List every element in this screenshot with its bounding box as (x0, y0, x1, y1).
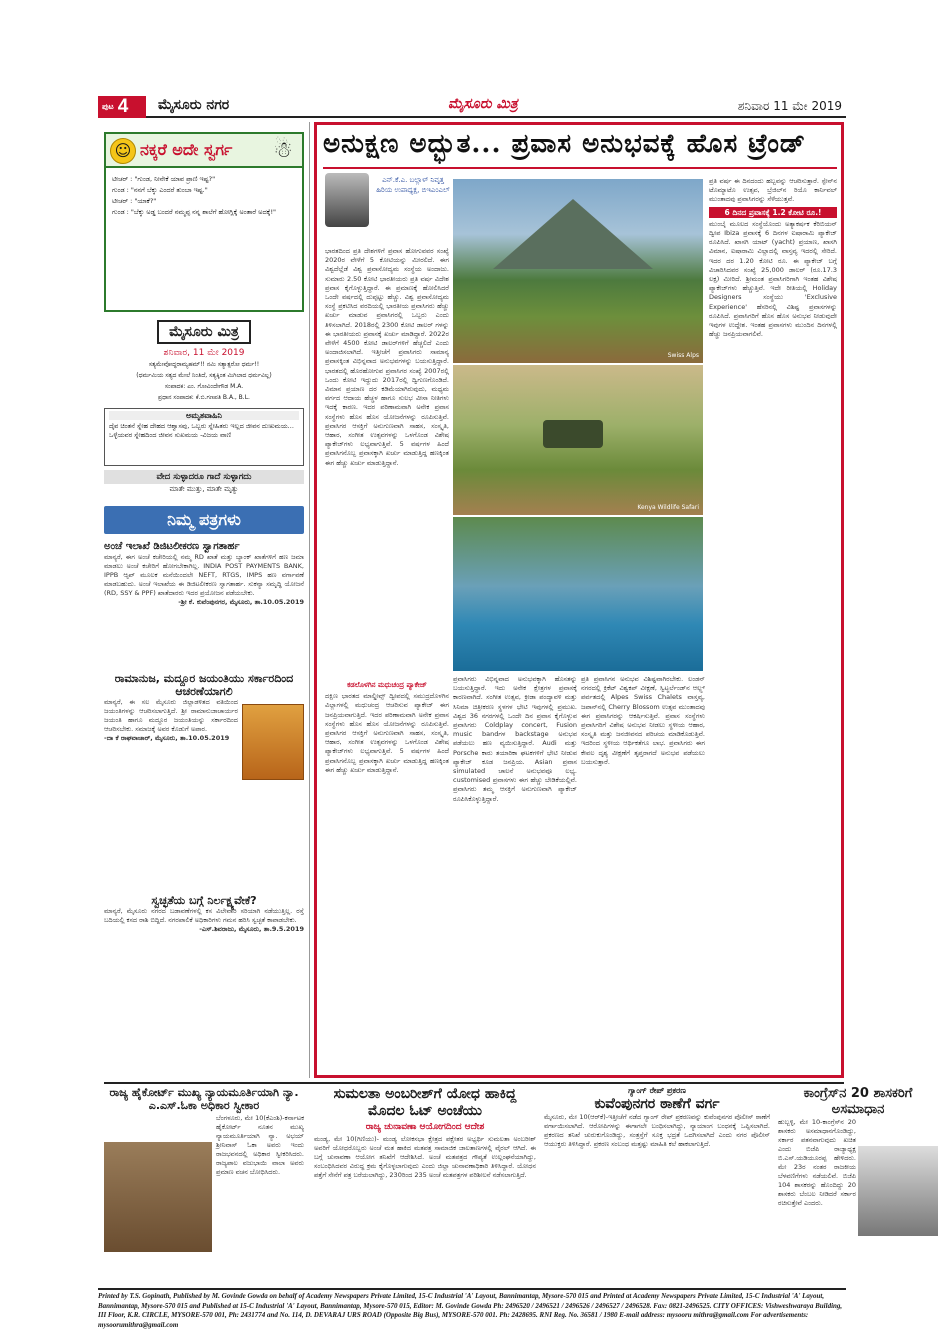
feature-headline: ಅನುಕ್ಷಣ ಅದ್ಭುತ... ಪ್ರವಾಸ ಅನುಭವಕ್ಕೆ ಹೊಸ ಟ್ರೆಂಡ್ (323, 129, 806, 159)
amritavahini-box (104, 408, 304, 466)
politician-photo (858, 1146, 938, 1236)
joke-line: ಗುಂಡ : "ನನಗೆ ಬೆಕ್ಕು ಎಂದರೆ ತುಂಬಾ ಇಷ್ಟ." (112, 186, 208, 194)
feature-column-3 (581, 675, 705, 1071)
safari-photo (453, 365, 703, 515)
author-photo (325, 173, 369, 227)
story-headline: ರಾಜ್ಯ ಹೈಕೋರ್ಟ್ ಮುಖ್ಯ ನ್ಯಾಯಮೂರ್ತಿಯಾಗಿ ನ್ಯಾ. ಎ.ಎಸ್.ಓಕಾ ಅಧಿಕಾರ ಸ್ವೀಕಾರ (109, 1086, 299, 1112)
swearing-in-photo (104, 1142, 212, 1252)
joke-box-title: ನಕ್ಕರೆ ಅದೇ ಸ್ವರ್ಗ (140, 140, 233, 159)
story-kicker: ರಾಜ್ಯ ಚುನಾವಣಾ ಆಯೋಗದಿಂದ ಆದೇಶ (365, 1122, 485, 1132)
photo-caption: Kenya Wildlife Safari (637, 504, 699, 511)
feature-story (314, 122, 844, 1078)
imprint-line: ಸತ್ಯಮೇವೋದ್ಧರಾಮ್ಯಹಮ್!! ನಮಿ ಸತ್ಯಾತ್ಪರೋ ಧರ್ಮ!! (148, 361, 260, 368)
letter-article (104, 540, 304, 607)
page-number: 4 (117, 96, 129, 117)
feature-text: ಪ್ರತಿ ವರ್ಷ ಈ ದಿನದಂದು ಹಬ್ಬವನ್ನು ಆಚರಿಸುತ್ತಾರೆ. ಸ್ಪೇನ್‌ನ ಟೊಮ್ಯಾಟೊ ಉತ್ಸವ, ಬ್ರೆಜಿಲ್‌ನ ರಿಯೊ ಕಾರ್ನಿವಲ್ ಮುಂತಾದವು ಪ್ರವಾಸಿಗರನ್ನು ಸೆಳೆಯುತ್ತವೆ. (709, 177, 837, 204)
letter-body: ಮಾನ್ಯರೆ, ಈಗ ಅಂಚೆ ಕಚೇರಿಯಲ್ಲಿ ನಮ್ಮ RD ಖಾತೆ ಮತ್ತು ಬ್ಯಾಂಕ್ ಖಾತೆಗಳಿಗೆ ಹಣ ಜಮಾ ಮಾಡಲು ಅಂಚೆ ಕಚೇರಿಗೆ ಹೋಗಬೇಕಾಗಿಲ್ಲ. INDIA POST PAYMENTS BANK, IPPB ಆ್ಯಪ್ ಮೂಲಕ ಮನೆಯಿಂದಲೇ NEFT, RTGS, IMPS ಹಣ ವರ್ಗಾವಣೆ ಮಾಡಬಹುದು. ಅಂಚೆ ಇಲಾಖೆಯ ಈ ಡಿಜಿಟಲೀಕರಣ ಸ್ವಾಗತಾರ್ಹ. ಸುಕನ್ಯಾ ಸಮೃದ್ಧಿ ಯೋಜನೆ (RD, SSY & PPF) ಖಾತೆದಾರರು ಇದರ ಪ್ರಯೋಜನ ಪಡೆಯಬೇಕು. (104, 553, 304, 597)
story-headline: ಸುಮಲತಾ ಅಂಬರೀಶ್‌ಗೆ ಯೋಧ ಹಾಕಿದ್ದ ಮೊದಲ ಓಟ್ ಅಂಚೆಯು (333, 1086, 517, 1119)
feature-column-4 (709, 177, 837, 1071)
letter-signoff: -ಎಸ್.ಶಿವರಾಜು, ಮೈಸೂರು, ತಾ.9.5.2019 (199, 925, 304, 933)
letter-headline: ಅಂಚೆ ಇಲಾಖೆ ಡಿಜಿಟಲೀಕರಣ ಸ್ವಾಗತಾರ್ಹ (104, 541, 240, 552)
story-headline: ಕುವೆಂಪುನಗರ ಠಾಣೆಗೆ ವರ್ಗ (594, 1096, 720, 1112)
letter-signoff: -ದಾ ಕೆ ರಾಘವಾಚಾರ್, ಮೈಸೂರು, ತಾ.10.05.2019 (104, 734, 230, 742)
story-kicker: ಗ್ಯಾಂಗ್ ರೇಪ್ ಪ್ರಕರಣ (628, 1086, 686, 1095)
newspaper-page (98, 96, 913, 1288)
imprint-date: ಶನಿವಾರ, 11 ಮೇ 2019 (163, 348, 245, 358)
photo-caption: Swiss Alps (667, 352, 699, 359)
letters-title: ನಿಮ್ಮ ಪತ್ರಗಳು (104, 506, 304, 534)
feature-subhead: ಕಡಲೊಳಗಿನ ಮಧುಚಂದ್ರ ಪ್ಯಾಕೇಜ್ (347, 681, 427, 689)
deity-photo (242, 704, 304, 780)
news-story (544, 1086, 770, 1149)
cartoon-figure-icon: ☃ (273, 138, 293, 163)
joke-box-header (106, 134, 302, 168)
safari-jeep-shape (543, 420, 603, 448)
feature-text: ಇದರ ಪರಿಣಾಮವಾಗಿ ಅನೇಕ ಪ್ರವಾಸ ಸಂಸ್ಥೆಗಳು ಹೊಸ ಹೊಸ ಯೋಜನೆಗಳನ್ನು ರೂಪಿಸುತ್ತಿವೆ. ಪ್ರವಾಸಿಗರ ಆಸಕ್ತಿಗೆ ಅನುಗುಣವಾಗಿ ಸಾಹಸ, ಸಂಸ್ಕೃತಿ, ಆಹಾರ, ಸಂಗೀತ ಉತ್ಸವಗಳನ್ನು ಒಳಗೊಂಡ ವಿಶೇಷ ಪ್ಯಾಕೇಜ್‌ಗಳು ಲಭ್ಯವಾಗುತ್ತಿವೆ. 5 ವರ್ಷಗಳ ಹಿಂದೆ ಪ್ರವಾಸಿಗನೊಬ್ಬ ಪ್ರವಾಸಕ್ಕಾಗಿ ಖರ್ಚು ಮಾಡುತ್ತಿದ್ದ ಹಣಕ್ಕಿಂತ ಈಗ ಹೆಚ್ಚು ಖರ್ಚು ಮಾಡುತ್ತಿದ್ದಾನೆ. (325, 710, 449, 774)
feature-text: ದಕ್ಷಿಣ ಭಾರತದ ಮಾಲ್ಡೀವ್ಸ್‌ ದ್ವೀಪದಲ್ಲಿ ಸಮುದ್ರದೊಳಗಿನ ವಿಲ್ಲಾಗಳಲ್ಲಿ ಮಧುಚಂದ್ರ ಆಚರಿಸುವ ಪ್ಯಾಕೇಜ್ ಈಗ ಜನಪ್ರಿಯವಾಗುತ್ತಿದೆ. (325, 692, 449, 719)
page-header (98, 96, 846, 118)
story-headline: ಕಾಂಗ್ರೆಸ್‌ನ 20 ಶಾಸಕರಿಗೆ ಅಸಮಾಧಾನ (803, 1086, 913, 1117)
page-label: ಪುಟ (102, 102, 114, 111)
feature-text: ಇದೇ ರೀತಿಯಲ್ಲಿ Holiday Designers ಸಂಸ್ಥೆಯು 'Exclusive Experience' ಹೆಸರಿನಲ್ಲಿ ವಿಶಿಷ್ಟ ಪ್ರವಾಸಗಳನ್ನು ರೂಪಿಸಿದೆ. ಪ್ರವಾಸಿಗರಿಗೆ ಹೊಸ ಹೊಸ ಅನುಭವ ನೀಡುವುದೇ ಇವುಗಳ ಉದ್ದೇಶ. ಇಂತಹ ಪ್ರವಾಸಗಳು ಮುಂದಿನ ದಿನಗಳಲ್ಲಿ ಹೆಚ್ಚು ಜನಪ್ರಿಯವಾಗಲಿವೆ. (709, 284, 837, 339)
bottom-rule (104, 1082, 844, 1084)
letter-article (104, 894, 304, 934)
section-title: ಮೈಸೂರು ನಗರ (158, 97, 230, 113)
story-body: ಮಂಡ್ಯ, ಮೇ 10(ಗಿಣಿಯು)- ಮಂಡ್ಯ ಲೋಕಸಭಾ ಕ್ಷೇತ್ರದ ಪಕ್ಷೇತರ ಅಭ್ಯರ್ಥಿ ಸುಮಲತಾ ಅಂಬರೀಶ್ ಅವರಿಗೆ ಯೋಧರೊಬ್ಬರು ಅಂಚೆ ಮತ ಹಾಕಿದ ಮತಪತ್ರ ಸಾಮಾಜಿಕ ಜಾಲತಾಣಗಳಲ್ಲಿ ವೈರಲ್ ಆಗಿದೆ. ಈ ಬಗ್ಗೆ ಚುನಾವಣಾ ಆಯೋಗ ತನಿಖೆಗೆ ಆದೇಶಿಸಿದೆ. ಅಂಚೆ ಮತಪತ್ರದ ಗೌಪ್ಯತೆ ಉಲ್ಲಂಘನೆಯಾಗಿದ್ದು, ಸಂಬಂಧಿಸಿದವರ ವಿರುದ್ಧ ಕ್ರಮ ಕೈಗೊಳ್ಳಲಾಗುವುದು ಎಂದು ಜಿಲ್ಲಾ ಚುನಾವಣಾಧಿಕಾರಿ ತಿಳಿಸಿದ್ದಾರೆ. ಯೋಧನ ಪತ್ತೆಗೆ ಸೇನೆಗೆ ಪತ್ರ ಬರೆಯಲಾಗಿದ್ದು, 230ರಿಂದ 235 ಅಂಚೆ ಮತಪತ್ರಗಳ ಪರಿಶೀಲನೆ ನಡೆಸಲಾಗುತ್ತಿದೆ. (314, 1135, 536, 1179)
proverb-box (104, 470, 304, 500)
story-body: ಬೆಂಗಳೂರು, ಮೇ 10(ಕೆಎಂಶಿ)-ಕರ್ನಾಟಕ ಹೈಕೋರ್ಟ್ ನೂತನ ಮುಖ್ಯ ನ್ಯಾಯಮೂರ್ತಿಯಾಗಿ ನ್ಯಾ. ಅಭಯ್ ಶ್ರೀನಿವಾಸ್ ಓಕಾ ಅವರು ಇಂದು ರಾಜಭವನದಲ್ಲಿ ಅಧಿಕಾರ ಸ್ವೀಕರಿಸಿದರು. ರಾಜ್ಯಪಾಲ ವಜುಭಾಯಿ ವಾಲಾ ಅವರು ಪ್ರಮಾಣ ವಚನ ಬೋಧಿಸಿದರು. (216, 1114, 304, 1176)
letter-article (104, 672, 304, 743)
alps-photo (453, 179, 703, 363)
feature-text: ಭಾರತದಿಂದ ಪ್ರತಿ ದೇಶಗಳಿಗೆ ಪ್ರವಾಸ ಹೋಗುವವರ ಸಂಖ್ಯೆ 2020ರ ವೇಳೆಗೆ 5 ಕೋಟಿಯನ್ನು ಮೀರಲಿದೆ. ಈಗ ವಿಶ್ವದೆಲ್ಲೆಡೆ ವಿಶ್ವ ಪ್ರವಾಸೋದ್ಯಮ ಸಂಸ್ಥೆಯ ಅಂದಾಜು. ಸುಮಾರು 2.50 ಕೋಟಿ ಭಾರತೀಯರು ಪ್ರತಿ ವರ್ಷ ವಿದೇಶ ಪ್ರವಾಸ ಕೈಗೊಳ್ಳುತ್ತಿದ್ದಾರೆ. ಈ ಪ್ರಮಾಣಕ್ಕೆ ಹೋಲಿಸಿದರೆ ಒಂದೇ ವರ್ಷದಲ್ಲಿ ದುಪ್ಪಟ್ಟು ಹೆಚ್ಚು. ವಿಶ್ವ ಪ್ರವಾಸೋದ್ಯಮ ಸಂಸ್ಥೆ ಪ್ರಕಟಿಸಿದ ವರದಿಯಲ್ಲಿ ಭಾರತೀಯ ಪ್ರವಾಸಿಗರು ಹೆಚ್ಚು ಖರ್ಚು ಮಾಡುವ ಪ್ರವಾಸಿಗರಲ್ಲಿ ಒಬ್ಬರು ಎಂದು ತಿಳಿಸಲಾಗಿದೆ. 2018ರಲ್ಲಿ 2300 ಕೋಟಿ ಡಾಲರ್ ಗಳನ್ನು ಈ ಭಾರತೀಯರು ಪ್ರವಾಸಕ್ಕೆ ಖರ್ಚು ಮಾಡಿದ್ದಾರೆ. 2022ರ ವೇಳೆಗೆ 4500 ಕೋಟಿ ಡಾಲರ್‌ಗಳಿಗೆ ಹೆಚ್ಚಲಿದೆ ಎಂದು ಅಂದಾಜಿಸಲಾಗಿದೆ. ಇತ್ತೀಚೆಗೆ ಪ್ರವಾಸಿಗರು ಸಾಮಾನ್ಯ ಪ್ರವಾಸಕ್ಕಿಂತ ವಿಭಿನ್ನವಾದ ಅನುಭವಗಳನ್ನು ಬಯಸುತ್ತಿದ್ದಾರೆ. ಭಾರತದಲ್ಲಿ ಹೊರಹೋಗುವ ಪ್ರವಾಸಿಗರ ಸಂಖ್ಯೆ 2007ರಲ್ಲಿ ಒಂದು ಕೋಟಿ ಇದ್ದುದು 2017ರಲ್ಲಿ ದ್ವಿಗುಣಗೊಂಡಿದೆ. ವಿಮಾನ ಪ್ರಯಾಣ ದರ ಕಡಿಮೆಯಾಗಿರುವುದು, ಮಧ್ಯಮ ವರ್ಗದ ಆದಾಯ ಹೆಚ್ಚಳ ಹಾಗೂ ಸುಲಭ ವೀಸಾ ನೀತಿಗಳು ಇದಕ್ಕೆ ಕಾರಣ. (325, 247, 449, 412)
printer-imprint-footer: Printed by T.S. Gopinath, Published by M. Govinde Gowda on behalf of Academy Newspapers Private Limited, 15-C Industrial 'A' Layout, Bannimantap, Mysore-570 015 and Printed at Academy Newspapers Private Limited, 15-C Industrial 'A' Layout, Bannimantap, Mysore-570 015 and Published at 15-C Industrial 'A' Layout, Bannimantap, Mysore-570 015, Editor: M. Govinde Gowda Ph: 2496520 / 2496521 / 2496526 / 2496527 / 2496528. Fax: 0821-2496525. CITY OFFICES: Vishweshwaraya Building, III Floor, K.R. CIRCLE, MYSORE-570 001, Ph: 2431774 and No. 114, D. DEVARAJ URS ROAD (Opposite Big Bus), MYSORE-570 001. Ph: 2428695. RNI Reg. No. 36581 / 1980 E-mail address: mysooru mithra@gmail.com For advertisements: mysoorumithra@gmail.com (98, 1288, 846, 1326)
story-body: ಹುಬ್ಬಳ್ಳಿ, ಮೇ 10-ಕಾಂಗ್ರೆಸ್‌ನ 20 ಶಾಸಕರು ಅಸಮಾಧಾನಗೊಂಡಿದ್ದು, ಸರ್ಕಾರ ಪತನವಾಗುವುದು ಖಚಿತ ಎಂದು ಬಿಜೆಪಿ ರಾಜ್ಯಾಧ್ಯಕ್ಷ ಬಿ.ಎಸ್.ಯಡಿಯೂರಪ್ಪ ಹೇಳಿದರು. ಮೇ 23ರ ನಂತರ ರಾಜಕೀಯ ಬೆಳವಣಿಗೆಗಳು ನಡೆಯಲಿವೆ. ಬಿಜೆಪಿ 104 ಶಾಸಕರನ್ನು ಹೊಂದಿದ್ದು 20 ಶಾಸಕರು ಬೆಂಬಲ ನೀಡಿದರೆ ಸರ್ಕಾರ ರಚಿಸುತ್ತೇವೆ ಎಂದರು. (778, 1118, 856, 1207)
feature-text: ಪ್ರವಾಸಿಗರು ವಿಭಿನ್ನವಾದ ಅನುಭವಕ್ಕಾಗಿ ಹೊಸತನ್ನು ಬಯಸುತ್ತಿದ್ದಾರೆ. ಇದು ಅನೇಕ ಕ್ಷೇತ್ರಗಳ ಪ್ರವಾಸಕ್ಕೆ ಕಾರಣವಾಗಿದೆ. ಸಂಗೀತ ಉತ್ಸವ, ಕ್ರೀಡಾ ಪಂದ್ಯಾವಳಿ ಮತ್ತು ಸಿನಿಮಾ ಚಿತ್ರೀಕರಣ ಸ್ಥಳಗಳ ಭೇಟಿ ಇವುಗಳಲ್ಲಿ ಪ್ರಮುಖ. ವಿಶ್ವದ 36 ನಗರಗಳಲ್ಲಿ ಒಂದೇ ದಿನ ಪ್ರವಾಸ ಕೈಗೊಳ್ಳುವ ಪ್ರವಾಸಿಗರು Coldplay concert, Fusion music bandಗಳ backstage ಅನುಭವ ಪಡೆಯಲು ಹಣ ವ್ಯಯಿಸುತ್ತಿದ್ದಾರೆ. Audi ಮತ್ತು Porsche ಕಾರು ತಯಾರಿಕಾ ಘಟಕಗಳಿಗೆ ಭೇಟಿ ನೀಡುವ ಪ್ಯಾಕೇಜ್ ಕೂಡ ಜನಪ್ರಿಯ. Asian ಪ್ರವಾಸ simulated ಚಾಲನೆ ಅನುಭವವೂ ಲಭ್ಯ. customised ಪ್ರವಾಸಗಳು ಈಗ ಹೆಚ್ಚು ಬೇಡಿಕೆಯಲ್ಲಿವೆ. ಪ್ರವಾಸಿಗರು ತಮ್ಮ ಆಸಕ್ತಿಗೆ ಅನುಗುಣವಾಗಿ ಪ್ಯಾಕೇಜ್ ರೂಪಿಸಿಕೊಳ್ಳುತ್ತಿದ್ದಾರೆ. (453, 675, 577, 803)
feature-column-1b (325, 679, 449, 1069)
amritavahini-title: ಅಮೃತವಾಹಿನಿ (109, 411, 299, 420)
proverb-title: ವೇದ ಸುಳ್ಳಾದರೂ ಗಾದೆ ಸುಳ್ಳಾಗದು (104, 470, 304, 484)
letter-headline: ಸ್ವಚ್ಛತೆಯ ಬಗ್ಗೆ ನಿರ್ಲಕ್ಷ್ಯವೇಕೆ? (151, 894, 257, 907)
news-story (104, 1086, 304, 1176)
headline-rule (323, 167, 837, 169)
feature-column-2 (453, 675, 577, 1071)
masthead: ಮೈಸೂರು ಮಿತ್ರ (448, 96, 518, 112)
feature-text: ಮುಂಬೈ ಮೂಲದ ಸಂಸ್ಥೆಯೊಂದು ಅತ್ಯಾಕರ್ಷಕ ಕೆರಿಬಿಯನ್ ದ್ವೀಪ Ibiza ಪ್ರವಾಸಕ್ಕೆ 6 ದಿನಗಳ ಐಷಾರಾಮಿ ಪ್ಯಾಕೇಜ್ ರೂಪಿಸಿದೆ. ಖಾಸಗಿ ಯಾಟ್ (yacht) ಪ್ರಯಾಣ, ಖಾಸಗಿ ವಿಮಾನ, ಐಷಾರಾಮಿ ವಿಲ್ಲಾದಲ್ಲಿ ವಾಸ್ತವ್ಯ ಇದರಲ್ಲಿ ಸೇರಿದೆ. ಇದರ ದರ 1.20 ಕೋಟಿ ರೂ. ಈ ಪ್ಯಾಕೇಜ್ ಬಗ್ಗೆ ವಿಚಾರಿಸಿದವರ ಸಂಖ್ಯೆ 25,000 ಡಾಲರ್ (ರೂ.17.3 ಲಕ್ಷ) ಮೀರಿದೆ. ಶ್ರೀಮಂತ ಪ್ರವಾಸಿಗರಿಗಾಗಿ ಇಂತಹ ವಿಶೇಷ ಪ್ಯಾಕೇಜ್‌ಗಳು ಹೆಚ್ಚುತ್ತಿವೆ. (709, 219, 837, 293)
joke-line: ಗುಂಡ : "ಬೆಕ್ಕು ಅಡ್ಡ ಬಂದರೆ ನಮ್ಮಪ್ಪ ನನ್ನ ಶಾಲೆಗೆ ಹೋಗ್ಲಿಕ್ಕೆ ಅಂತಾರೆ ಅದಕ್ಕೆ!" (112, 208, 277, 216)
joke-box (104, 132, 304, 312)
joke-line: ಟೀಚರ್ : "ಯಾಕೆ?" (112, 197, 157, 205)
feature-text: ಇದರ ಪರಿಣಾಮವಾಗಿ ಅನೇಕ ಪ್ರವಾಸ ಸಂಸ್ಥೆಗಳು ಹೊಸ ಹೊಸ ಯೋಜನೆಗಳನ್ನು ರೂಪಿಸುತ್ತಿವೆ. ಪ್ರವಾಸಿಗರ ಆಸಕ್ತಿಗೆ ಅನುಗುಣವಾಗಿ ಸಾಹಸ, ಸಂಸ್ಕೃತಿ, ಆಹಾರ, ಸಂಗೀತ ಉತ್ಸವಗಳನ್ನು ಒಳಗೊಂಡ ವಿಶೇಷ ಪ್ಯಾಕೇಜ್‌ಗಳು ಲಭ್ಯವಾಗುತ್ತಿವೆ. 5 ವರ್ಷಗಳ ಹಿಂದೆ ಪ್ರವಾಸಿಗನೊಬ್ಬ ಪ್ರವಾಸಕ್ಕಾಗಿ ಖರ್ಚು ಮಾಡುತ್ತಿದ್ದ ಹಣಕ್ಕಿಂತ ಈಗ ಹೆಚ್ಚು ಖರ್ಚು ಮಾಡುತ್ತಿದ್ದಾನೆ. (325, 403, 449, 467)
letter-headline: ರಾಮಾನುಜ, ಮದ್ದೂರ ಜಯಂತಿಯು ಸರ್ಕಾರದಿಂದ ಆಚರಣೆಯಾಗಲಿ (114, 672, 294, 698)
author-name: ಎನ್.ಕೆ.ಎ. ಬಲ್ಲಾಳ್ ನಿವೃತ್ತ ಹಿರಿಯ ಉಪಾಧ್ಯಕ್ಷ, ಬಿಇಎಂಎಲ್ (376, 176, 450, 194)
story-body: ಮೈಸೂರು, ಮೇ 10(ಆರ್‌ಕೆ)-ಇತ್ತೀಚೆಗೆ ನಡೆದ ಗ್ಯಾಂಗ್ ರೇಪ್ ಪ್ರಕರಣವನ್ನು ಕುವೆಂಪುನಗರ ಪೊಲೀಸ್ ಠಾಣೆಗೆ ವರ್ಗಾಯಿಸಲಾಗಿದೆ. ಆರೋಪಿಗಳನ್ನು ಈಗಾಗಲೇ ಬಂಧಿಸಲಾಗಿದ್ದು, ನ್ಯಾಯಾಂಗ ಬಂಧನಕ್ಕೆ ಒಪ್ಪಿಸಲಾಗಿದೆ. ಪ್ರಕರಣದ ತನಿಖೆ ಚುರುಕುಗೊಂಡಿದ್ದು, ಸಂತ್ರಸ್ತೆಗೆ ಸೂಕ್ತ ಭದ್ರತೆ ಒದಗಿಸಲಾಗಿದೆ ಎಂದು ನಗರ ಪೊಲೀಸ್ ಆಯುಕ್ತರು ತಿಳಿಸಿದ್ದಾರೆ. ಪ್ರಕರಣ ಸಂಬಂಧ ಮತ್ತಷ್ಟು ಮಾಹಿತಿ ಕಲೆ ಹಾಕಲಾಗುತ್ತಿದೆ. (544, 1113, 770, 1148)
column-rule (309, 122, 310, 1078)
feature-column-1 (325, 247, 449, 677)
joke-line: ಟೀಚರ್ : "ಗುಂಡ, ನೀನೇಕೆ ಯಾವ ಪ್ರಾಣಿ ಇಷ್ಟ?" (112, 175, 216, 183)
news-story (778, 1086, 938, 1208)
amritavahini-text: ದೈವ ಚಿಂತನೆ ಸ್ನೇಹ ದೇಹದ ಆಶ್ವಾಸವು, ಒಬ್ಬರು ಸ್ನೇಹಿತರು ಇಲ್ಲದ ಜೀವನ ದುಃಖಮಯ... ಒಳ್ಳೆಯವರ ಸ್ನೇಹದಿಂದ ಜೀವನ ಸುಖಮಯ -ವಿಜಯ ವಾಣಿ (109, 422, 294, 439)
imprint-line: (ಧರ್ಮಮಿಯ ಸತ್ಯದ ಮೇಲೆ ನಿಂತಿದೆ, ಸತ್ಯಕ್ಕಿಂತ ಮಿಗಿಲಾದ ಧರ್ಮವಿಲ್ಲ) (136, 372, 272, 379)
imprint-line: ಸಂಪಾದಕ: ಎಂ. ಗೋವಿಂದೇಗೌಡ M.A. (164, 383, 244, 390)
proverb-text: ಮಾತೇ ಮುತ್ತು, ಮಾತೇ ಮೃತ್ಯು (169, 485, 239, 493)
issue-date: ಶನಿವಾರ 11 ಮೇ 2019 (737, 99, 842, 113)
letter-signoff: -ಶ್ರೀ ಕೆ. ಕುವೆಂಪುನಗರ, ಮೈಸೂರು, ತಾ.10.05.2019 (178, 598, 304, 606)
mountain-shape (493, 199, 653, 269)
page-number-badge (98, 96, 146, 118)
harbor-photo (453, 517, 703, 671)
letter-body: ಮಾನ್ಯರೆ, ಈ ಸಲ ಮೈಸೂರು ಜಿಲ್ಲಾಡಳಿತದ ವತಿಯಿಂದ ಜಯಂತಿಗಳನ್ನು ಆಚರಿಸಲಾಗುತ್ತಿದೆ. ಶ್ರೀ ರಾಮಾನುಜಾಚಾರ್ಯರ ಜಯಂತಿ ಹಾಗೂ ಮದ್ದೂರ ಜಯಂತಿಯನ್ನು ಸರ್ಕಾರದಿಂದ ಆಚರಿಸಬೇಕು. ಸಮಾಜಕ್ಕೆ ಅವರ ಕೊಡುಗೆ ಅಪಾರ. (104, 698, 238, 733)
author-byline (325, 173, 455, 243)
news-story (314, 1086, 536, 1180)
imprint-line: ಪ್ರಧಾನ ಸಂಪಾದಕ: ಕೆ.ಬಿ.ಗಣಪತಿ B.A., B.L. (158, 394, 250, 401)
laughing-face-icon: ☺ (110, 138, 136, 164)
joke-lines (112, 174, 298, 218)
mitra-logo: ಮೈಸೂರು ಮಿತ್ರ (157, 320, 251, 344)
feature-text: ಪ್ರತಿ ಪ್ರವಾಸಿಗನ ಅನುಭವ ವಿಶಿಷ್ಟವಾಗಿರಬೇಕು. ಲಂಡನ್ ನಗರದಲ್ಲಿ ಕ್ರಿಕೆಟ್ ವಿಶ್ವಕಪ್ ವೀಕ್ಷಣೆ, ಸ್ವಿಟ್ಜರ್ಲೆಂಡ್‌ನ ಆಲ್ಪ್ಸ್ ಪರ್ವತದಲ್ಲಿ Alpes Swiss Chalets ವಾಸ್ತವ್ಯ, ಜಪಾನ್‌ನಲ್ಲಿ Cherry Blossom ಉತ್ಸವ ಮುಂತಾದವು ಈಗ ಪ್ರವಾಸಿಗರನ್ನು ಆಕರ್ಷಿಸುತ್ತಿವೆ. ಪ್ರವಾಸ ಸಂಸ್ಥೆಗಳು ಪ್ರವಾಸಿಗರಿಗೆ ವಿಶೇಷ ಅನುಭವ ನೀಡಲು ಸ್ಥಳೀಯ ಆಹಾರ, ಸಂಸ್ಕೃತಿ ಮತ್ತು ಜನಜೀವನದ ಪರಿಚಯ ಮಾಡಿಕೊಡುತ್ತಿವೆ. ಇದರಿಂದ ಸ್ಥಳೀಯ ಆರ್ಥಿಕತೆಗೂ ಲಾಭ. ಪ್ರವಾಸಿಗರು ಈಗ ಕೇವಲ ದೃಶ್ಯ ವೀಕ್ಷಣೆಗೆ ತೃಪ್ತರಾಗದೆ ಅನುಭವ ಪಡೆಯಲು ಬಯಸುತ್ತಾರೆ. (581, 675, 705, 766)
letter-body: ಮಾನ್ಯರೆ, ಮೈಸೂರು ನಗರದ ಬಡಾವಣೆಗಳಲ್ಲಿ ಕಸ ವಿಲೇವಾರಿ ಸರಿಯಾಗಿ ನಡೆಯುತ್ತಿಲ್ಲ. ರಸ್ತೆ ಬದಿಯಲ್ಲಿ ಕಸದ ರಾಶಿ ಬಿದ್ದಿದೆ. ನಗರಪಾಲಿಕೆ ಅಧಿಕಾರಿಗಳು ಗಮನ ಹರಿಸಿ ಸ್ವಚ್ಛತೆ ಕಾಪಾಡಬೇಕು. (104, 907, 304, 924)
feature-red-subhead: 6 ದಿನದ ಪ್ರವಾಸಕ್ಕೆ 1.2 ಕೋಟಿ ರೂ.! (709, 207, 837, 218)
letters-banner (104, 506, 304, 534)
